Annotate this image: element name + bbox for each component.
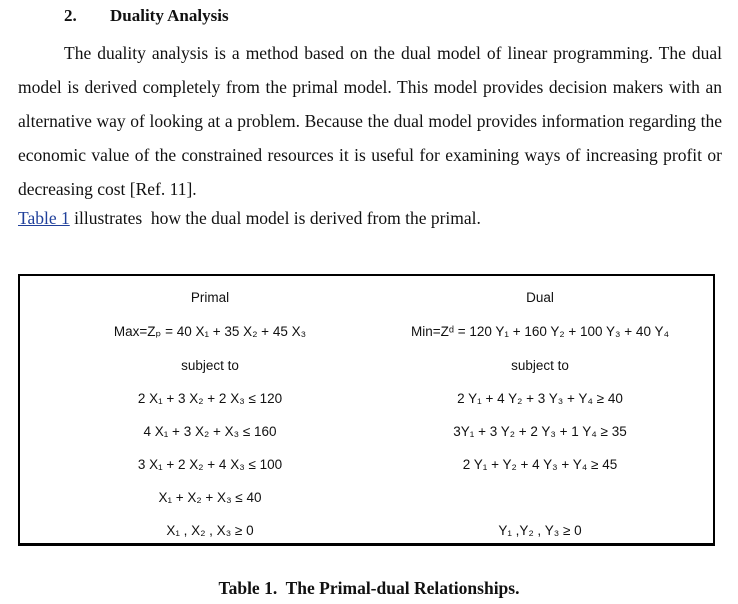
- primal-objective: Max=Zₚ = 40 X₁ + 35 X₂ + 45 X₃: [113, 324, 307, 339]
- section-heading: [64, 6, 229, 26]
- table-1-link[interactable]: Table 1: [18, 208, 70, 228]
- table-reference-line: [18, 205, 481, 231]
- primal-dual-table: [18, 274, 715, 546]
- primal-subject-to: subject to: [181, 358, 239, 373]
- dual-objective: Min=Zᵈ = 120 Y₁ + 160 Y₂ + 100 Y₃ + 40 Y₄: [411, 324, 669, 339]
- dual-header: Dual: [526, 290, 554, 305]
- reference-line-text: illustrates how the dual model is derived from the primal.: [69, 208, 481, 228]
- primal-header: Primal: [190, 290, 230, 305]
- dual-constraint-2: 3Y₁ + 3 Y₂ + 2 Y₃ + 1 Y₄ ≥ 35: [453, 424, 627, 439]
- dual-subject-to: subject to: [511, 358, 569, 373]
- primal-nonnegativity: X₁ , X₂ , X₃ ≥ 0: [166, 523, 254, 538]
- primal-constraint-3: 3 X₁ + 2 X₂ + 4 X₃ ≤ 100: [137, 457, 283, 472]
- dual-constraint-1: 2 Y₁ + 4 Y₂ + 3 Y₃ + Y₄ ≥ 40: [457, 391, 623, 406]
- body-paragraph: [18, 36, 722, 206]
- section-number: 2.: [64, 6, 77, 25]
- paragraph-text: The duality analysis is a method based on the dual model of linear programming. The dual model is derived completely from the primal model. This model provides decision makers with an alternative way of looking at a problem. Because the dual model provides information regarding the economic value of the constrained resources it is useful for examining ways of increasing profit or decreasing cost [Ref. 11].: [18, 43, 722, 199]
- table-caption: Table 1. The Primal-dual Relationships.: [218, 578, 520, 598]
- primal-constraint-4: X₁ + X₂ + X₃ ≤ 40: [158, 490, 262, 505]
- dual-nonnegativity: Y₁ ,Y₂ , Y₃ ≥ 0: [498, 523, 582, 538]
- section-title: Duality Analysis: [110, 6, 229, 25]
- primal-constraint-2: 4 X₁ + 3 X₂ + X₃ ≤ 160: [143, 424, 277, 439]
- primal-constraint-1: 2 X₁ + 3 X₂ + 2 X₃ ≤ 120: [137, 391, 283, 406]
- dual-constraint-3: 2 Y₁ + Y₂ + 4 Y₃ + Y₄ ≥ 45: [462, 457, 618, 472]
